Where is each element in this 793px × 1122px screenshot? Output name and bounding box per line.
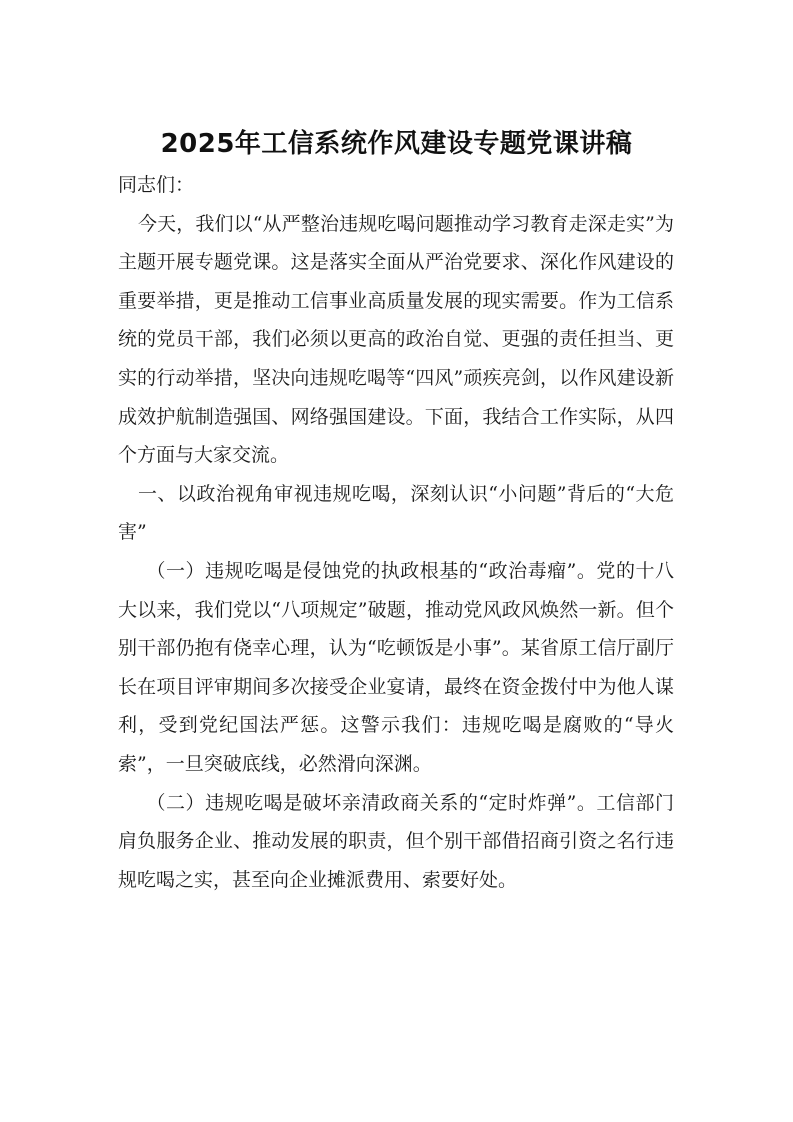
paragraph-intro: 今天，我们以“从严整治违规吃喝问题推动学习教育走深走实”为主题开展专题党课。这是落实全面从严治党要求、深化作风建设的重要举措，更是推动工信事业高质量发展的现实需要。作为工信系统的党员干部，我们必须以更高的政治自觉、更强的责任担当、更实的行动举措，坚决向违规吃喝等“四风”顽疾亮剑，以作风建设新成效护航制造强国、网络强国建设。下面，我结合工作实际，从四个方面与大家交流。 [118, 212, 674, 467]
paragraph-subsection-2: （二）违规吃喝是破坏亲清政商关系的“定时炸弹”。工信部门肩负服务企业、推动发展的职责，但个别干部借招商引资之名行违规吃喝之实，甚至向企业摊派费用、索要好处。 [118, 791, 674, 891]
section-heading-1: 一、以政治视角审视违规吃喝，深刻认识“小问题”背后的“大危害” [118, 482, 674, 544]
paragraph-subsection-1: （一）违规吃喝是侵蚀党的执政根基的“政治毒瘤”。党的十八大以来，我们党以“八项规定”破题，推动党风政风焕然一新。但个别干部仍抱有侥幸心理，认为“吃顿饭是小事”。某省原工信厅副厅长在项目评审期间多次接受企业宴请，最终在资金拨付中为他人谋利，受到党纪国法严惩。这警示我们：违规吃喝是腐败的“导火索”，一旦突破底线，必然滑向深渊。 [118, 559, 674, 775]
document-body [118, 166, 674, 899]
document-title: 2025年工信系统作风建设专题党课讲稿 [160, 129, 633, 159]
salutation: 同志们： [118, 174, 195, 196]
